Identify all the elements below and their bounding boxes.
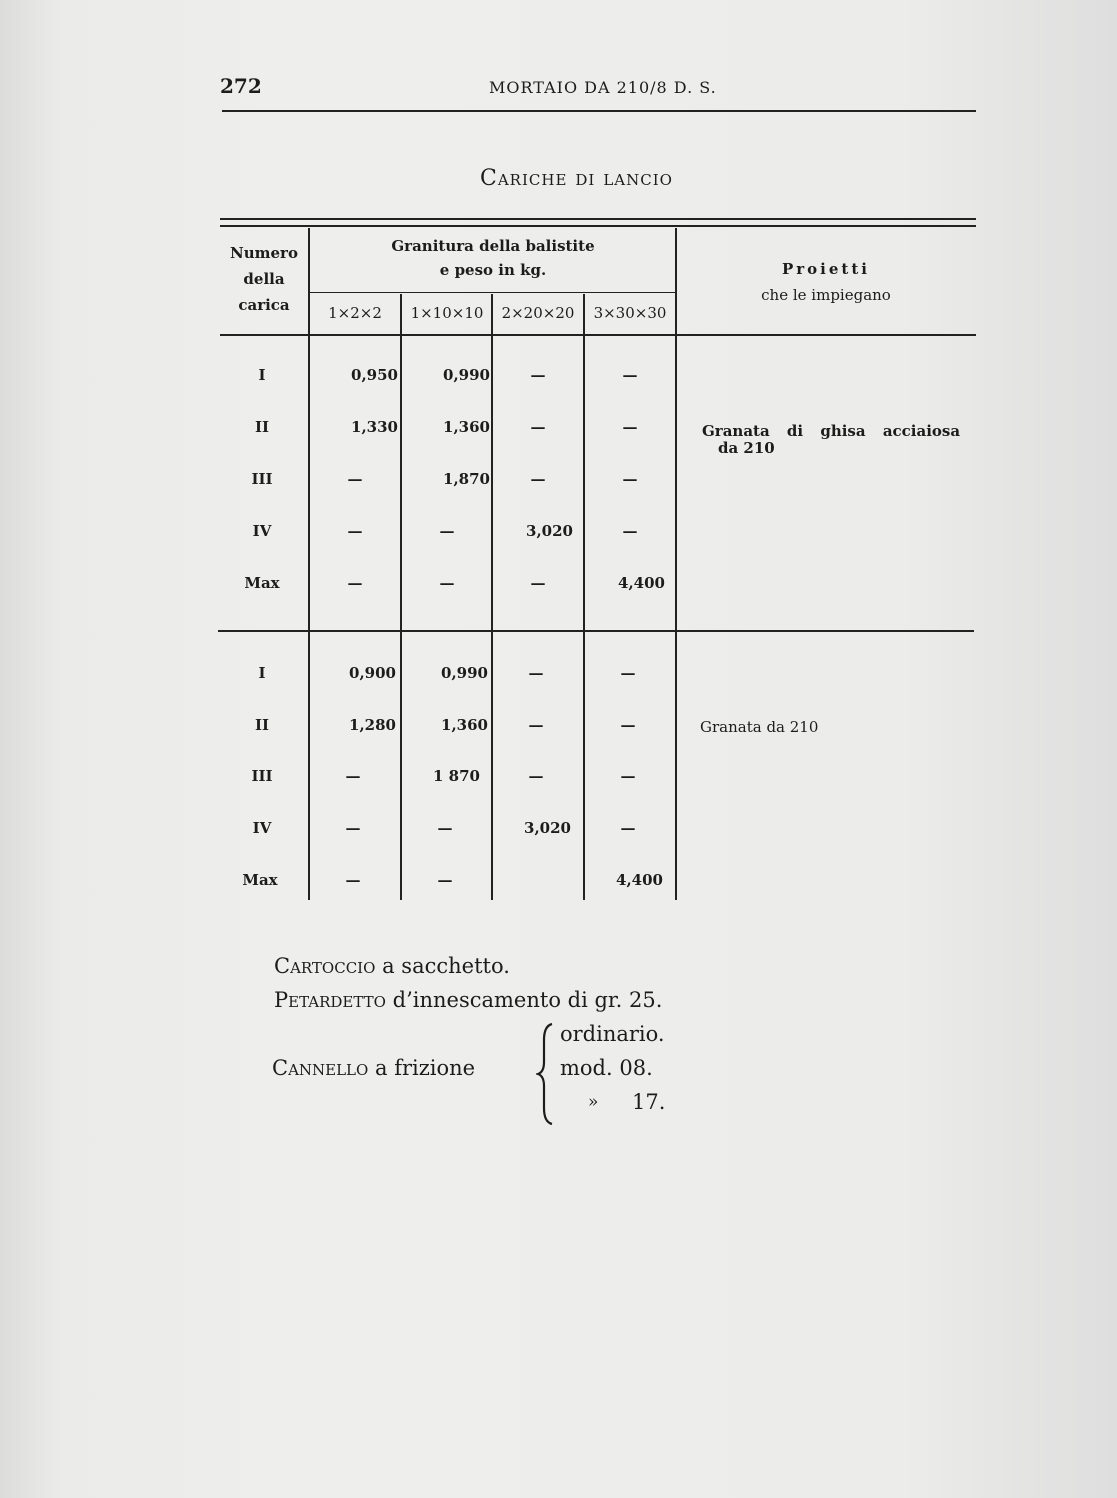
value-cell: — <box>528 664 544 682</box>
value-cell: 4,400 <box>616 871 663 889</box>
col-header-number-line-1: Numero <box>230 244 298 262</box>
col-header-proietti-line-2: che le impiegano <box>761 286 891 304</box>
value-cell: — <box>620 716 636 734</box>
note-petardetto-text: d’innescamento di gr. 25. <box>392 988 663 1012</box>
value-cell: 4,400 <box>618 574 665 592</box>
col-header-number <box>222 240 306 318</box>
note-cannello-text: a frizione <box>375 1056 476 1080</box>
value-cell: — <box>530 470 546 488</box>
value-cell: — <box>620 767 636 785</box>
value-cell: — <box>437 819 453 837</box>
value-cell: — <box>530 366 546 384</box>
col-header-number-line-2: della <box>243 270 285 288</box>
col-header-2x20x20: 2×20×20 <box>501 304 575 322</box>
col-header-granitura-line-1: Granitura della balistite <box>391 237 595 255</box>
option-ditto-mark: » <box>588 1092 599 1112</box>
value-cell: — <box>622 418 638 436</box>
charge-label: II <box>254 716 270 734</box>
col-header-number-line-3: carica <box>238 296 290 314</box>
table-title: Cariche di lancio <box>480 166 673 191</box>
value-cell: — <box>622 522 638 540</box>
value-cell: — <box>530 418 546 436</box>
value-cell: — <box>622 470 638 488</box>
charge-label: III <box>251 767 273 785</box>
value-cell: 1 870 <box>433 767 480 785</box>
value-cell: 0,990 <box>443 366 490 384</box>
granitura-sub-rule <box>310 292 676 293</box>
note-cartoccio-caps: Cartoccio <box>274 954 376 978</box>
note-cartoccio <box>274 954 510 978</box>
option-17: 17. <box>632 1090 666 1114</box>
col-header-granitura <box>310 234 676 282</box>
value-cell: 1,360 <box>441 716 488 734</box>
col-header-proietti <box>678 256 974 308</box>
value-cell: — <box>530 574 546 592</box>
note-petardetto-caps: Petardetto <box>274 988 386 1012</box>
value-cell: — <box>347 574 363 592</box>
charge-label: I <box>258 664 266 682</box>
note-cannello-caps: Cannello <box>272 1056 369 1080</box>
charge-label: II <box>254 418 270 436</box>
charge-label: III <box>251 470 273 488</box>
value-cell: — <box>345 819 361 837</box>
value-cell: 1,360 <box>443 418 490 436</box>
group-separator-rule <box>218 630 974 632</box>
col-divider-5 <box>675 228 677 900</box>
value-cell: — <box>528 767 544 785</box>
value-cell: — <box>437 871 453 889</box>
value-cell: — <box>439 522 455 540</box>
charge-label: IV <box>252 522 272 540</box>
col-header-granitura-line-2: e peso in kg. <box>439 261 547 279</box>
col-header-1x2x2: 1×2×2 <box>328 304 382 322</box>
value-cell: 0,990 <box>441 664 488 682</box>
note-cannello <box>272 1056 475 1080</box>
value-cell <box>491 871 581 889</box>
col-header-3x30x30: 3×30×30 <box>593 304 667 322</box>
value-cell: — <box>347 522 363 540</box>
projectile-label-2: Granata da 210 <box>700 718 819 736</box>
projectile-label-1-line-1: Granata di ghisa acciaiosa <box>702 422 961 440</box>
value-cell: — <box>620 819 636 837</box>
header-rule <box>222 110 976 112</box>
col-header-proietti-line-1: Proietti <box>782 260 870 278</box>
header-bottom-rule <box>220 334 976 336</box>
charge-label: Max <box>242 871 278 889</box>
value-cell: — <box>347 470 363 488</box>
note-petardetto <box>274 988 662 1012</box>
value-cell: — <box>345 767 361 785</box>
note-cartoccio-text: a sacchetto. <box>382 954 510 978</box>
projectile-label-1-line-2: da 210 <box>718 439 775 457</box>
running-title: MORTAIO DA 210/8 D. S. <box>489 78 717 97</box>
charge-label: I <box>258 366 266 384</box>
charge-label: Max <box>244 574 280 592</box>
brace-icon <box>536 1022 556 1126</box>
value-cell: 0,950 <box>351 366 398 384</box>
col-divider-2 <box>400 294 402 900</box>
page-number: 272 <box>220 74 262 98</box>
value-cell: 1,870 <box>443 470 490 488</box>
col-header-1x10x10: 1×10×10 <box>410 304 484 322</box>
table-top-rule-1 <box>220 218 976 220</box>
option-ordinario: ordinario. <box>560 1022 665 1046</box>
value-cell: 1,330 <box>351 418 398 436</box>
option-mod-08: mod. 08. <box>560 1056 653 1080</box>
value-cell: 1,280 <box>349 716 396 734</box>
value-cell: — <box>620 664 636 682</box>
col-divider-1 <box>308 228 310 900</box>
value-cell: 0,900 <box>349 664 396 682</box>
value-cell: 3,020 <box>526 522 573 540</box>
col-divider-3 <box>491 294 493 900</box>
value-cell: — <box>439 574 455 592</box>
table-top-rule-2 <box>220 225 976 227</box>
col-divider-4 <box>583 294 585 900</box>
value-cell: — <box>622 366 638 384</box>
charge-label: IV <box>252 819 272 837</box>
value-cell: — <box>528 716 544 734</box>
projectile-label-1 <box>702 423 960 457</box>
value-cell: — <box>345 871 361 889</box>
value-cell: 3,020 <box>524 819 571 837</box>
